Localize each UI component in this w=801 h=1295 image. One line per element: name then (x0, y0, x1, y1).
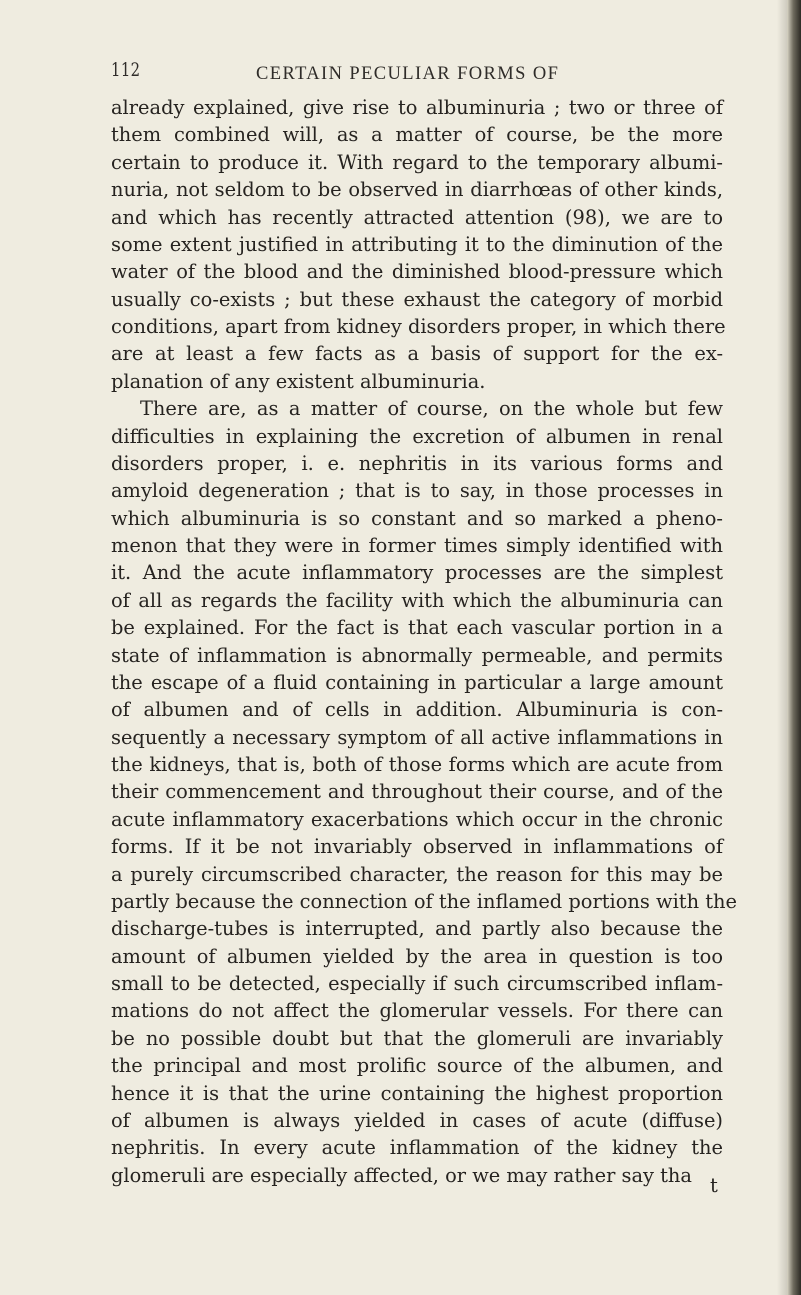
text-line: glomeruli are especially affected, or we may rather say tha (111, 1163, 692, 1187)
text-line: forms. If it be not invariably observed in inflammations of (111, 835, 723, 859)
text-line: amount of albumen yielded by the area in question is too (111, 944, 723, 968)
text-line: and which has recently attracted attention (98), we are to (111, 205, 723, 229)
text-line: mations do not affect the glomerular vessels. For there can (111, 999, 723, 1023)
text-line: nuria, not seldom to be observed in diarrhœas of other kinds, (111, 178, 723, 202)
text-line: amyloid degeneration ; that is to say, in those processes in (111, 479, 723, 503)
text-line: discharge-tubes is interrupted, and partly also because the (111, 917, 723, 941)
running-head: CERTAIN PECULIAR FORMS OF (256, 64, 560, 84)
text-line: be explained. For the fact is that each vascular portion in a (111, 616, 723, 640)
paragraph (111, 395, 738, 1189)
text-line: some extent justified in attributing it to the diminution of the (111, 232, 723, 256)
page-number: 112 (111, 59, 141, 81)
text-line: of albumen is always yielded in cases of acute (diffuse) (111, 1108, 723, 1132)
text-line: water of the blood and the diminished blood-pressure which (111, 260, 723, 284)
text-line: certain to produce it. With regard to the temporary albumi- (111, 150, 723, 174)
page-edge-shadow (777, 0, 787, 1295)
text-line: the escape of a fluid containing in particular a large amount (111, 670, 723, 694)
text-line: the principal and most prolific source of the albumen, and (111, 1054, 723, 1078)
text-line: already explained, give rise to albuminuria ; two or three of (111, 96, 723, 119)
text-line: them combined will, as a matter of course, be the more (111, 123, 723, 147)
text-line: state of inflammation is abnormally permeable, and permits (111, 643, 723, 667)
text-line: the kidneys, that is, both of those forms which are acute from (111, 753, 723, 776)
text-line: it. And the acute inflammatory processes are the simplest (111, 561, 723, 585)
text-line: partly because the connection of the inflamed portions with the (111, 889, 738, 913)
text-line: their commencement and throughout their course, and of the (111, 780, 723, 804)
text-line: usually co-exists ; but these exhaust the category of morbid (111, 287, 723, 311)
text-line: be no possible doubt but that the glomeruli are invariably (111, 1026, 723, 1050)
text-line: hence it is that the urine containing the highest proportion (111, 1081, 723, 1105)
text-line: which albuminuria is so constant and so marked a pheno- (111, 506, 723, 530)
text-line: of all as regards the facility with which the albuminuria can (111, 588, 723, 612)
page-edge (787, 0, 801, 1295)
text-line: There are, as a matter of course, on the whole but few (140, 397, 723, 421)
text-line: a purely circumscribed character, the reason for this may be (111, 862, 723, 886)
text-line: difficulties in explaining the excretion of albumen in renal (111, 424, 723, 448)
text-line: menon that they were in former times simply identified with (111, 534, 723, 557)
text-line: are at least a few facts as a basis of support for the ex- (111, 342, 723, 366)
paragraph (111, 94, 726, 395)
text-line: small to be detected, especially if such circumscribed inflam- (111, 972, 723, 995)
text-line: nephritis. In every acute inflammation of the kidney the (111, 1136, 723, 1160)
text-line: conditions, apart from kidney disorders proper, in which there (111, 315, 726, 338)
text-line: acute inflammatory exacerbations which occur in the chronic (111, 807, 723, 831)
body-text (111, 94, 738, 1189)
text-line: of albumen and of cells in addition. Albuminuria is con- (111, 698, 723, 722)
text-line: sequently a necessary symptom of all active inflammations in (111, 725, 723, 749)
text-line: disorders proper, i. e. nephritis in its various forms and (111, 451, 723, 475)
text-line: planation of any existent albuminuria. (111, 369, 486, 393)
catchword: t (710, 1174, 718, 1197)
